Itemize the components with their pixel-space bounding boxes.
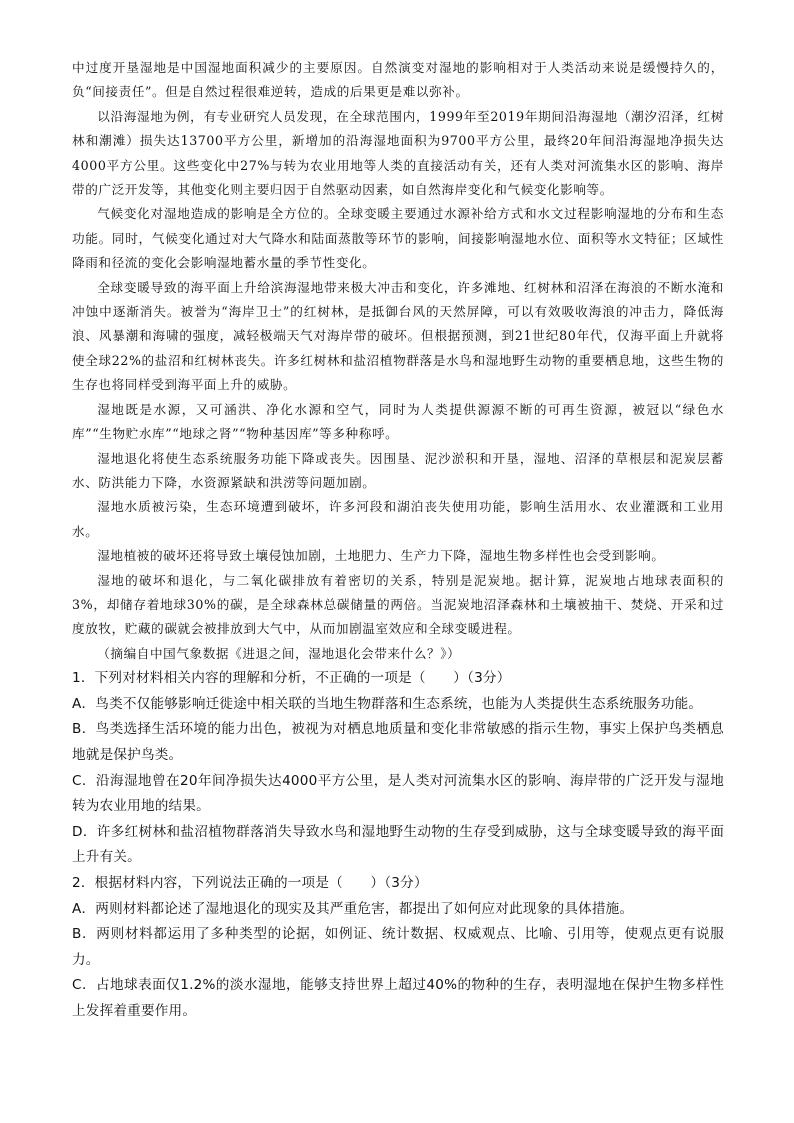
question-2-option-a: A．两则材料都论述了湿地退化的现实及其严重危害，都提出了如何应对此现象的具体措施。 [72,900,634,917]
questions-section [72,666,724,1024]
material-paragraph-5: 湿地既是水源，又可涵洪、净化水源和空气，同时为人类提供源源不断的可再生资源，被冠以“绿色水库”“生物贮水库”“地球之肾”“物种基因库”等多种称呼。 [72,401,724,442]
material-paragraph-1: 中过度开垦湿地是中国湿地面积减少的主要原因。自然演变对湿地的影响相对于人类活动来说是缓慢持久的，负“间接责任”。但是自然过程很难逆转，造成的后果更是难以弥补。 [72,60,724,100]
material-paragraph-3: 气候变化对湿地造成的影响是全方位的。全球变暖主要通过水源补给方式和水文过程影响湿地的分布和生态功能。同时，气候变化通过对大气降水和陆面蒸散等环节的影响，间接影响湿地水位、面积等水文特征；区域性降雨和径流的变化会影响湿地蓄水量的季节性变化。 [72,206,724,271]
question-1-option-d: D．许多红树林和盐沼植物群落消失导致水鸟和湿地野生动物的生存受到威胁，这与全球变暖导致的海平面上升有关。 [72,823,724,866]
material-paragraph-9: 湿地的破坏和退化，与二氧化碳排放有着密切的关系，特别是泥炭地。据计算，泥炭地占地球表面积的3%，却储存着地球30%的碳，是全球森林总碳储量的两倍。当泥炭地沼泽森林和土壤被抽干、焚烧、开采和过度放牧，贮藏的碳就会被排放到大气中，从而加剧温室效应和全球变暖进程。 [72,572,724,637]
question-2-option-c: C．占地球表面仅1.2%的淡水湿地，能够支持世界上超过40%的物种的生存，表明湿地在保护生物多样性上发挥着重要作用。 [72,977,724,1019]
question-1-option-a: A．鸟类不仅能够影响迁徙途中相关联的当地生物群落和生态系统，也能为人类提供生态系统服务功能。 [72,695,703,712]
material-paragraph-6: 湿地退化将使生态系统服务功能下降或丧失。因围垦、泥沙淤积和开垦，湿地、沼泽的草根层和泥炭层蓄水、防洪能力下降，水资源紧缺和洪涝等问题加剧。 [72,450,724,490]
question-2-stem: 2．根据材料内容，下列说法正确的一项是（ ）（3分） [72,874,428,891]
question-1-option-b: B．鸟类选择生活环境的能力出色，被视为对栖息地质量和变化非常敏感的指示生物，事实上保护鸟类栖息地就是保护鸟类。 [72,721,724,763]
material-source: （摘编自中国气象数据《进退之间，湿地退化会带来什么？》） [97,645,461,661]
question-1-option-c: C．沿海湿地曾在20年间净损失达4000平方公里，是人类对河流集水区的影响、海岸带的广泛开发与湿地转为农业用地的结果。 [72,772,724,815]
reading-material [72,56,724,666]
material-paragraph-8: 湿地植被的破坏还将导致土壤侵蚀加剧，土地肥力、生产力下降，湿地生物多样性也会受到影响。 [97,548,665,564]
question-1-stem: 1．下列对材料相关内容的理解和分析，不正确的一项是（ ）（3分） [72,670,511,687]
question-2-option-b: B．两则材料都运用了多种类型的论据，如例证、统计数据、权威观点、比喻、引用等，使观点更有说服力。 [72,926,724,968]
material-paragraph-2: 以沿海湿地为例，有专业研究人员发现，在全球范围内，1999年至2019年期间沿海湿地（潮汐沼泽，红树林和潮滩）损失达13700平方公里，新增加的沿海湿地面积为9700平方公里，最终20年间沿海湿地净损失达4000平方公里。这些变化中27%与转为农业用地等人类的直接活动有关，还有人类对河流集水区的影响、海岸带的广泛开发等，其他变化则主要归因于自然驱动因素，如自然海岸变化和气候变化影响等。 [72,108,724,198]
material-paragraph-7: 湿地水质被污染，生态环境遭到破坏，许多河段和湖泊丧失使用功能，影响生活用水、农业灌溉和工业用水。 [72,499,724,539]
material-paragraph-4: 全球变暖导致的海平面上升给滨海湿地带来极大冲击和变化，许多滩地、红树林和沼泽在海浪的不断水淹和冲蚀中逐渐消失。被誉为“海岸卫士”的红树林，是抵御台风的天然屏障，可以有效吸收海浪的冲击力，降低海浪、风暴潮和海啸的强度，减轻极端天气对海岸带的破坏。但根据预测，到21世纪80年代，仅海平面上升就将使全球22%的盐沼和红树林丧失。许多红树林和盐沼植物群落是水鸟和湿地野生动物的重要栖息地，这些生物的生存也将同样受到海平面上升的威胁。 [72,279,724,393]
